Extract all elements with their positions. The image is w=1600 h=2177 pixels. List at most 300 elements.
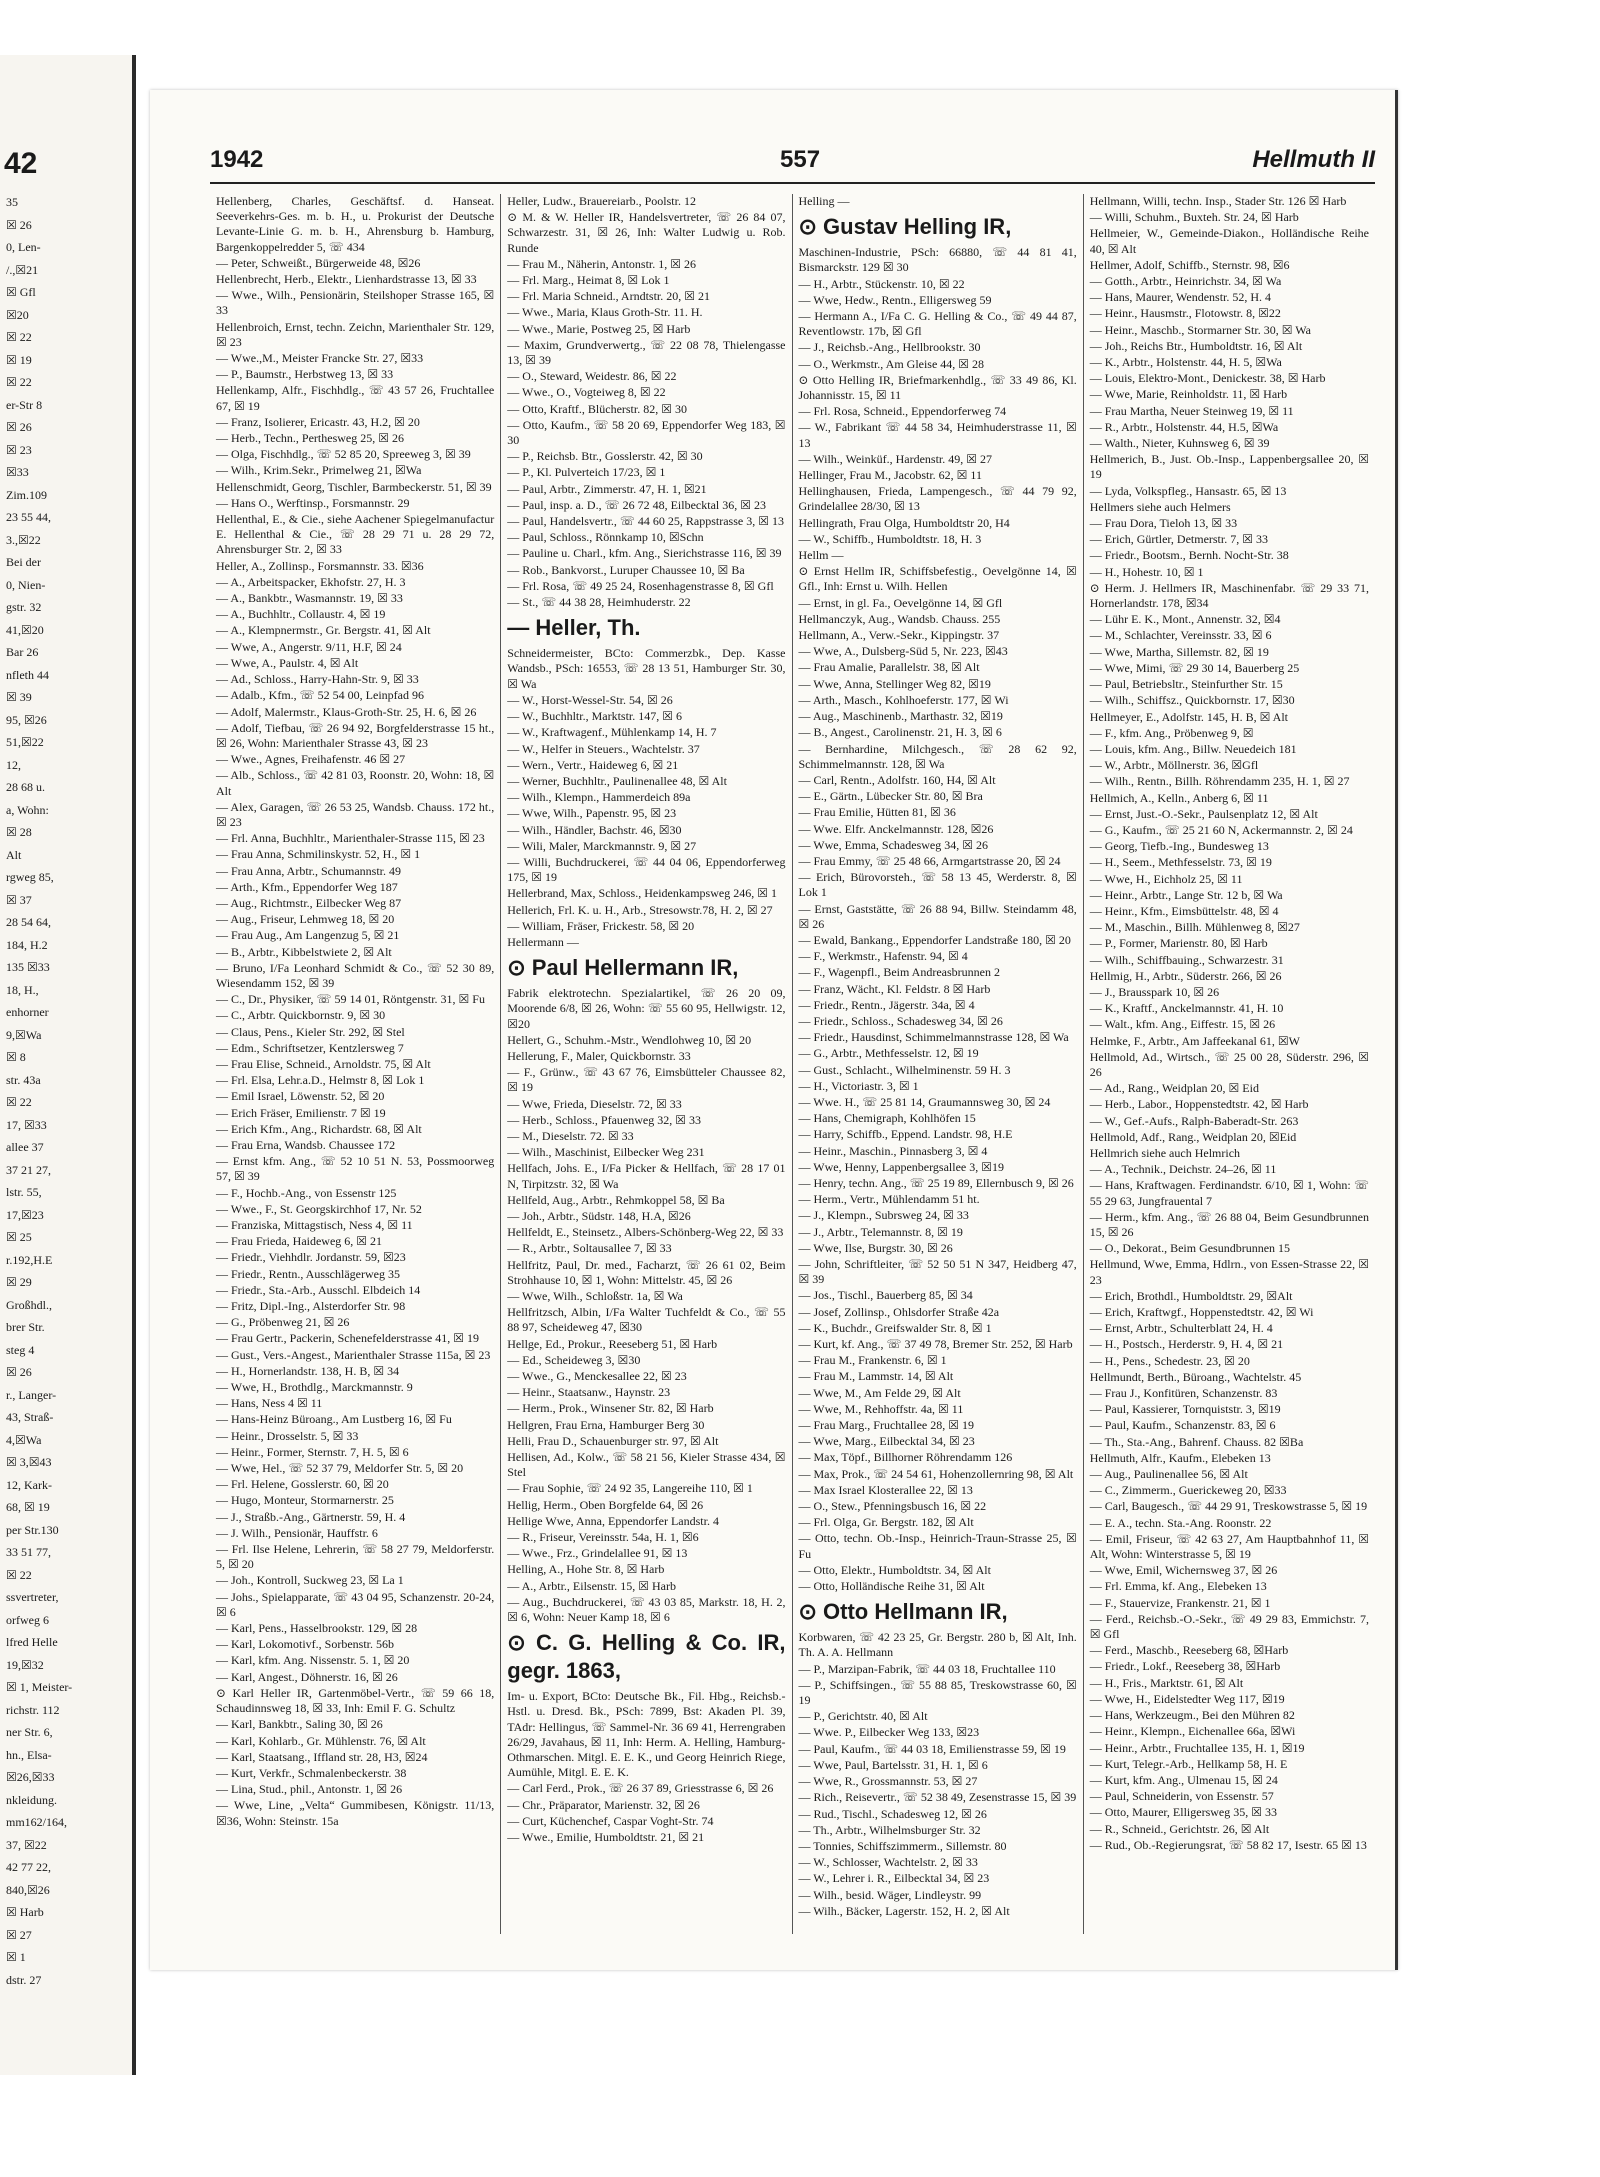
directory-entry: — Hans, Werkzeugm., Bei den Mühren 82 — [1089, 1708, 1295, 1723]
directory-entry: — R., Schneid., Gerichtstr. 26, ☒ Alt — [1089, 1821, 1270, 1836]
directory-entry: — Hermann A., I/Fa C. G. Helling & Co., ☏ 49 44 87, Reventlowstr. 17b, ☒ Gfl — [798, 309, 1077, 339]
directory-entry: — Erich, Brothdl., Humboldtstr. 29, ☒Alt — [1089, 1288, 1293, 1303]
directory-entry: — Otto, Kraftf., Blücherstr. 82, ☒ 30 — [507, 401, 687, 416]
directory-entry: — Heinr., Maschb., Stormarner Str. 30, ☒ Wa — [1089, 322, 1311, 337]
fragment-line: hn., Elsa- — [6, 1747, 52, 1762]
directory-entry: — Tonnies, Schiffszimmerm., Sillemstr. 80 — [798, 1838, 1007, 1853]
directory-entry: — F., kfm. Ang., Pröbenweg 9, ☒ — [1089, 725, 1254, 740]
directory-entry: — J., Klempn., Subrsweg 24, ☒ 33 — [798, 1208, 969, 1223]
directory-entry: — G., Arbtr., Methfesselstr. 12, ☒ 19 — [798, 1046, 979, 1061]
fragment-line: 28 68 u. — [6, 780, 45, 794]
fragment-line: ☒ 1 — [6, 1950, 26, 1964]
directory-entry: — Carl, Baugesch., ☏ 44 29 91, Treskowstrasse 5, ☒ 19 — [1089, 1499, 1368, 1514]
directory-entry: — H., Victoriastr. 3, ☒ 1 — [798, 1078, 919, 1093]
directory-entry: Heller, Ludw., Brauereiarb., Poolstr. 12 — [507, 194, 696, 208]
directory-entry: — W., Lehrer i. R., Eilbecktal 34, ☒ 23 — [798, 1871, 990, 1886]
fragment-line: 68, ☒ 19 — [6, 1500, 50, 1514]
directory-entry: — Willi, Schuhm., Buxteh. Str. 24, ☒ Harb — [1089, 210, 1299, 225]
directory-entry: — Aug., Maschinenb., Marthastr. 32, ☒19 — [798, 709, 1003, 724]
directory-entry: — A., Klempnermstr., Gr. Bergstr. 41, ☒ Alt — [216, 623, 431, 638]
directory-entry: — Emil Israel, Löwenstr. 52, ☒ 20 — [216, 1089, 385, 1104]
directory-entry: — Paul, Schneiderin, von Essenstr. 57 — [1089, 1789, 1274, 1804]
directory-entry: — Wwe. P., Eilbecker Weg 133, ☒23 — [798, 1725, 980, 1740]
directory-entry: Hellmundt, Berth., Büroang., Wachtelstr. 45 — [1089, 1369, 1302, 1384]
directory-entry: — Th., Arbtr., Wilhelmsburger Str. 32 — [798, 1822, 981, 1837]
fragment-line: ☒ 22 — [6, 1095, 32, 1109]
fragment-line: ☒ 23 — [6, 442, 32, 457]
directory-entry: — Erich, Bürovorsteh., ☏ 58 13 45, Werderstr. 8, ☒ Lok 1 — [798, 870, 1077, 900]
fragment-line: 12, Kark- — [6, 1477, 52, 1492]
directory-entry: — Wwe, Paul, Bartelsstr. 31, H. 1, ☒ 6 — [798, 1757, 988, 1772]
fragment-line: 9,☒Wa — [6, 1027, 42, 1042]
fragment-line: 41,☒20 — [6, 622, 44, 637]
directory-entry: — Lyda, Volkspfleg., Hansastr. 65, ☒ 13 — [1089, 483, 1287, 498]
directory-entry: — W., Helfer in Steuers., Wachtelstr. 37 — [507, 741, 700, 756]
directory-entry: Hellfeld, Aug., Arbtr., Rehmkoppel 58, ☒ Ba — [507, 1192, 725, 1207]
directory-entry: — W., Schlosser, Wachtelstr. 2, ☒ 33 — [798, 1855, 978, 1870]
directory-column-3 — [793, 194, 1084, 1934]
page-number: 557 — [780, 146, 821, 173]
directory-entry: — Louis, kfm. Ang., Billw. Neuedeich 181 — [1089, 741, 1297, 756]
directory-entry: Hellmanczyk, Aug., Wandsb. Chauss. 255 — [798, 611, 1001, 626]
directory-entry: — Wwe, Marg., Eilbecktal 34, ☒ 23 — [798, 1434, 975, 1449]
directory-entry: — Hans, Chemigraph, Kohlhöfen 15 — [798, 1111, 976, 1126]
directory-entry: — Frau M., Frankenstr. 6, ☒ 1 — [798, 1353, 947, 1368]
directory-entry: — Joh., Arbtr., Südstr. 148, H.A, ☒26 — [507, 1208, 691, 1223]
directory-entry: — Frau Anna, Arbtr., Schumannstr. 49 — [216, 863, 401, 878]
directory-entry: — B., Arbtr., Kibbelstwiete 2, ☒ Alt — [216, 944, 392, 959]
directory-entry: — Wwe.,M., Meister Francke Str. 27, ☒33 — [216, 351, 424, 366]
fragment-line: ☒33 — [6, 465, 29, 479]
directory-entry: — Ernst, in gl. Fa., Oevelgönne 14, ☒ Gfl — [798, 595, 1003, 610]
directory-entry: Hellerung, F., Maler, Quickbornstr. 33 — [507, 1048, 691, 1063]
directory-entry: — Wwe, Frieda, Dieselstr. 72, ☒ 33 — [507, 1096, 682, 1111]
directory-entry: — Henry, techn. Ang., ☏ 25 19 89, Ellernbusch 9, ☒ 26 — [798, 1175, 1074, 1190]
directory-entry: — Max Israel Klosterallee 22, ☒ 13 — [798, 1482, 973, 1497]
fragment-line: gstr. 32 — [6, 600, 42, 614]
directory-entry: — M., Dieselstr. 72. ☒ 33 — [507, 1128, 634, 1143]
directory-entry: — Wwe, H., Brothdlg., Marckmannstr. 9 — [216, 1380, 413, 1395]
fragment-line: ☒ 3,☒43 — [6, 1455, 52, 1469]
directory-entry: — Aug., Buchdruckerei, ☏ 43 03 85, Markstr. 18, H. 2, ☒ 6, Wohn: Neuer Kamp 18, ☒ 6 — [507, 1594, 786, 1625]
directory-entry: Hellmold, Ad., Wirtsch., ☏ 25 00 28, Süderstr. 296, ☒ 26 — [1089, 1049, 1369, 1079]
directory-entry: — Friedr., Schloss., Schadesweg 34, ☒ 26 — [798, 1013, 1003, 1028]
directory-entry: — Louis, Elektro-Mont., Denickestr. 38, ☒ Harb — [1089, 371, 1326, 386]
directory-entry: — Fritz, Dipl.-Ing., Alsterdorfer Str. 98 — [216, 1299, 406, 1314]
fragment-line: orfweg 6 — [6, 1612, 49, 1627]
directory-entry: — P., Reichsb. Btr., Gosslerstr. 42, ☒ 30 — [507, 449, 703, 464]
directory-entry: — Herm., kfm. Ang., ☏ 26 88 04, Beim Gesundbrunnen 15, ☒ 26 — [1089, 1209, 1369, 1239]
directory-entry: — Franz, Wächt., Kl. Feldstr. 8 ☒ Harb — [798, 981, 991, 996]
directory-entry: Hellenkamp, Alfr., Fischhdlg., ☏ 43 57 26, Fruchtallee 67, ☒ 19 — [216, 383, 495, 413]
directory-entry: — Joh., Kontroll, Suckweg 23, ☒ La 1 — [216, 1573, 404, 1588]
directory-entry: — Wwe. H., ☏ 25 81 14, Graumannsweg 30, ☒ 24 — [798, 1094, 1051, 1109]
directory-entry: — Frl. Marg., Heimat 8, ☒ Lok 1 — [507, 273, 670, 288]
directory-entry: — F., Wagenpfl., Beim Andreasbrunnen 2 — [798, 965, 1000, 980]
directory-entry: — Ad., Schloss., Harry-Hahn-Str. 9, ☒ 33 — [216, 672, 419, 687]
directory-entry: — Wwe., Marie, Postweg 25, ☒ Harb — [507, 321, 691, 336]
directory-entry: — Georg, Tiefb.-Ing., Bundesweg 13 — [1089, 839, 1269, 854]
fragment-line: ☒ 1, Meister- — [6, 1680, 73, 1694]
directory-entry: — Paul, Arbtr., Zimmerstr. 47, H. 1, ☒21 — [507, 481, 707, 496]
fragment-line: Alt — [6, 847, 22, 862]
previous-page-number: 42 — [4, 147, 38, 180]
directory-entry: — Walth., Nieter, Kuhnsweg 6, ☒ 39 — [1089, 436, 1270, 451]
fragment-line: 0, Nien- — [6, 577, 46, 592]
directory-entry: — Frl. Emma, kf. Ang., Elebeken 13 — [1089, 1579, 1267, 1594]
fragment-line: 37 21 27, — [6, 1162, 51, 1177]
directory-entry: Heller, A., Zollinsp., Forsmannstr. 33. ☒36 — [216, 558, 424, 573]
directory-entry: — Frl. Rosa, Schneid., Eppendorferweg 74 — [798, 404, 1007, 419]
fragment-line: Bei der — [6, 555, 41, 569]
directory-entry: — Heller, Th. — [507, 615, 641, 641]
directory-entry: — Ernst, Gaststätte, ☏ 26 88 94, Billw. Steindamm 48, ☒ 26 — [798, 901, 1077, 931]
directory-entry: ⊙ Gustav Helling IR, — [798, 214, 1012, 240]
directory-entry: — A., Technik., Deichstr. 24–26, ☒ 11 — [1089, 1162, 1277, 1177]
directory-entry: — Wwe., O., Vogteiweg 8, ☒ 22 — [507, 385, 666, 400]
fragment-line: r.192,H.E — [6, 1252, 53, 1267]
directory-entry: Hellinghausen, Frieda, Lampengesch., ☏ 44 79 92, Grindelallee 28/30, ☒ 13 — [798, 484, 1077, 514]
previous-page-fragment — [0, 55, 136, 2075]
directory-entry: — Chr., Präparator, Marienstr. 32, ☒ 26 — [507, 1797, 700, 1812]
directory-entry: — Jos., Tischl., Bauerberg 85, ☒ 34 — [798, 1288, 973, 1303]
directory-entry: — Karl, Angest., Döhnerstr. 16, ☒ 26 — [216, 1669, 398, 1684]
directory-entry: — Friedr., Sta.-Arb., Ausschl. Elbdeich 14 — [216, 1282, 421, 1297]
directory-entry: Helling — — [798, 194, 850, 208]
directory-entry: Hellerbrand, Max, Schloss., Heidenkampsweg 246, ☒ 1 — [507, 886, 777, 901]
fragment-line: ☒ 19 — [6, 352, 32, 367]
fragment-line: ner Str. 6, — [6, 1725, 53, 1739]
directory-entry: — Wwe, Emma, Schadesweg 34, ☒ 26 — [798, 837, 988, 852]
directory-entry: — Wwe, A., Paulstr. 4, ☒ Alt — [216, 655, 359, 670]
directory-entry: ⊙ Ernst Hellm IR, Schiffsbefestig., Oevelgönne 14, ☒ Gfl., Inh: Ernst u. Wilh. Hellen — [798, 564, 1077, 594]
directory-entry: — Aug., Richtmstr., Eilbecker Weg 87 — [216, 895, 402, 910]
directory-entry: — Wwe, H., Eidelstedter Weg 117, ☒19 — [1089, 1691, 1285, 1706]
directory-entry: Hellfritz, Paul, Dr. med., Facharzt, ☏ 26 61 02, Beim Strohhause 10, ☒ 1, Wohn: Mittelstr. 45, ☒ 26 — [507, 1257, 786, 1287]
directory-entry: — K., Kraftf., Anckelmannstr. 41, H. 10 — [1089, 1001, 1284, 1016]
directory-entry: — O., Werkmstr., Am Gleise 44, ☒ 28 — [798, 356, 985, 371]
directory-entry: — Wwe, Emil, Wichernsweg 37, ☒ 26 — [1089, 1563, 1278, 1578]
directory-entry: — Wilh., Krim.Sekr., Primelweg 21, ☒Wa — [216, 463, 422, 478]
directory-entry: — G., Pröbenweg 21, ☒ 26 — [216, 1315, 350, 1330]
directory-entry: — Paul, Kaufm., ☏ 44 03 18, Emilienstrasse 59, ☒ 19 — [798, 1741, 1066, 1756]
directory-entry: — Peter, Schweißt., Bürgerweide 48, ☒26 — [216, 255, 421, 270]
directory-entry: — Aug., Friseur, Lehmweg 18, ☒ 20 — [216, 912, 395, 927]
directory-entry: Hellenberg, Charles, Geschäftsf. d. Hanseat. Seeverkehrs-Ges. m. b. H., u. Prokurist der Deutsche Levante-Linie G. m. b. H., Ahrensburg b. Hamburg, Bargenkoppelredder 5, ☏ 434 — [216, 194, 495, 254]
directory-entry: — Max, Prok., ☏ 24 54 61, Hohenzollernring 98, ☒ Alt — [798, 1466, 1074, 1481]
directory-entry: — Wilh., Bäcker, Lagerstr. 152, H. 2, ☒ Alt — [798, 1903, 1010, 1918]
directory-entry: — Heinr., Drosselstr. 5, ☒ 33 — [216, 1428, 359, 1443]
directory-entry: — Franz, Isolierer, Ericastr. 43, H.2, ☒ 20 — [216, 414, 420, 429]
directory-entry: — J., Arbtr., Telemannstr. 8, ☒ 19 — [798, 1224, 963, 1239]
directory-entry: — Ad., Rang., Weidplan 20, ☒ Eid — [1089, 1081, 1259, 1096]
directory-entry: — Wilh., Schiffsz., Quickbornstr. 17, ☒30 — [1089, 693, 1295, 708]
directory-entry: ⊙ Otto Helling IR, Briefmarkenhdlg., ☏ 33 49 86, Kl. Johannisstr. 15, ☒ 11 — [798, 372, 1077, 403]
directory-entry: — P., Marzipan-Fabrik, ☏ 44 03 18, Fruchtallee 110 — [798, 1661, 1056, 1676]
directory-entry: — J., Brausspark 10, ☒ 26 — [1089, 984, 1220, 999]
directory-column-2 — [501, 194, 792, 1934]
directory-entry: — Wwe, Mimi, ☏ 29 30 14, Bauerberg 25 — [1089, 660, 1300, 675]
directory-entry: — Kurt, kfm. Ang., Ulmenau 15, ☒ 24 — [1089, 1772, 1278, 1787]
directory-entry: — John, Schriftleiter, ☏ 52 50 51 N 347, Heidberg 47, ☒ 39 — [798, 1257, 1077, 1287]
directory-entry: Hellm — — [798, 548, 844, 563]
directory-entry: — Willi, Buchdruckerei, ☏ 44 04 06, Eppendorferweg 175, ☒ 19 — [507, 854, 786, 885]
directory-entry: — Emil, Friseur, ☏ 42 63 27, Am Hauptbahnhof 11, ☒ Alt, Wohn: Winterstrasse 5, ☒ 19 — [1089, 1531, 1369, 1562]
directory-entry: — Wwe, Anna, Stellinger Weg 82, ☒19 — [798, 676, 991, 691]
directory-entry: — Gotth., Arbtr., Heinrichstr. 34, ☒ Wa — [1089, 274, 1282, 289]
directory-entry: — Otto, Maurer, Elligersweg 35, ☒ 33 — [1089, 1805, 1277, 1820]
directory-entry: — Alb., Schloss., ☏ 42 81 03, Roonstr. 20, Wohn: 18, ☒ Alt — [216, 768, 495, 798]
fragment-line: lfred Helle — [6, 1635, 58, 1649]
fragment-line: ☒ Harb — [6, 1905, 44, 1919]
fragment-line: /.,☒21 — [6, 262, 39, 277]
directory-entry: Hellerich, Frl. K. u. H., Arb., Stresowstr.78, H. 2, ☒ 27 — [507, 902, 773, 917]
directory-entry: — Pauline u. Charl., kfm. Ang., Sierichstrasse 116, ☒ 39 — [507, 546, 782, 561]
fragment-line: allee 37 — [6, 1140, 44, 1154]
directory-entry: Hellingrath, Frau Olga, Humboldtstr 20, H4 — [798, 515, 1010, 530]
directory-entry: — Wilh., Klempn., Hammerdeich 89a — [507, 790, 691, 805]
fragment-line: 35 — [6, 195, 18, 209]
directory-entry: — Ferd., Reichsb.-O.-Sekr., ☏ 49 29 83, Emmichstr. 7, ☒ Gfl — [1089, 1611, 1369, 1642]
directory-entry: — Adalb., Kfm., ☏ 52 54 00, Leinpfad 96 — [216, 688, 424, 703]
directory-entry: — Arth., Masch., Kohlhoeferstr. 177, ☒ Wi — [798, 692, 1009, 707]
directory-entry: Hellfritzsch, Albin, I/Fa Walter Tuchfeldt & Co., ☏ 55 88 97, Scheideweg 47, ☒30 — [507, 1305, 786, 1335]
directory-entry: — Frau Gertr., Packerin, Schenefelderstrasse 41, ☒ 19 — [216, 1331, 480, 1346]
directory-entry: — Heinr., Arbtr., Lange Str. 12 b, ☒ Wa — [1089, 887, 1283, 902]
directory-entry: — Friedr., Viehhdlr. Jordanstr. 59, ☒23 — [216, 1250, 406, 1265]
fragment-line: dstr. 27 — [6, 1972, 42, 1987]
fragment-line: ☒ 26 — [6, 217, 32, 232]
directory-entry: — Erich, Kraftwgf., Hoppenstedtstr. 42, ☒ Wi — [1089, 1305, 1314, 1320]
directory-page — [150, 90, 1398, 1970]
fragment-line: per Str.130 — [6, 1522, 59, 1537]
fragment-line: 3.,☒22 — [6, 532, 41, 547]
fragment-line: rgweg 85, — [6, 870, 54, 884]
directory-entry: — Rud., Tischl., Schadesweg 12, ☒ 26 — [798, 1806, 987, 1821]
directory-entry: — Heinr., Arbtr., Fruchtallee 135, H. 1, ☒19 — [1089, 1740, 1305, 1755]
directory-entry: — R., Arbtr., Holstenstr. 44, H.5, ☒Wa — [1089, 419, 1279, 434]
directory-entry: — Herb., Schloss., Pfauenweg 32, ☒ 33 — [507, 1112, 701, 1127]
fragment-line: ☒ 22 — [6, 330, 32, 344]
fragment-line: 840,☒26 — [6, 1882, 50, 1897]
directory-entry: — Herb., Labor., Hoppenstedtstr. 42, ☒ Harb — [1089, 1097, 1309, 1112]
directory-entry: — Aug., Paulinenallee 56, ☒ Alt — [1089, 1467, 1248, 1482]
directory-entry: ⊙ Otto Hellmann IR, — [798, 1599, 1008, 1625]
directory-entry: — Friedr., Rentn., Ausschlägerweg 35 — [216, 1266, 400, 1281]
directory-entry: — Wilh., Maschinist, Eilbecker Weg 231 — [507, 1145, 705, 1160]
directory-entry: — Frl. Elsa, Lehr.a.D., Helmstr 8, ☒ Lok 1 — [216, 1073, 425, 1088]
fragment-line: er-Str 8 — [6, 397, 43, 412]
directory-entry: Schneidermeister, BCto: Commerzbk., Dep. Kasse Wandsb., PSch: 16553, ☏ 28 13 51, Hamburger Str. 30, ☒ Wa — [507, 646, 786, 691]
directory-entry: — Wwe, M., Rehhoffstr. 4a, ☒ 11 — [798, 1401, 964, 1416]
directory-entry: — Frl. Anna, Buchhltr., Marienthaler-Strasse 115, ☒ 23 — [216, 831, 485, 846]
directory-entry: Hellmeier, W., Gemeinde-Diakon., Holländische Reihe 40, ☒ Alt — [1089, 226, 1369, 256]
directory-entry: — Karl, Staatsang., Iffland str. 28, H3, ☒24 — [216, 1749, 428, 1764]
directory-entry: Hellmold, Adf., Rang., Weidplan 20, ☒Eid — [1089, 1129, 1297, 1144]
fragment-line: ☒ 39 — [6, 690, 32, 704]
fragment-line: Großhdl., — [6, 1297, 52, 1312]
fragment-line: 4,☒Wa — [6, 1432, 42, 1447]
directory-entry: — P., Former, Marienstr. 80, ☒ Harb — [1089, 936, 1268, 951]
directory-entry: ⊙ Karl Heller IR, Gartenmöbel-Vertr., ☏ 59 66 18, Schaudinnsweg 18, ☒ 33, Inh: Emil F. G. Schultz — [216, 1685, 495, 1716]
directory-entry: — Hans, Kraftwagen. Ferdinandstr. 6/10, ☒ 1, Wohn: ☏ 55 29 63, Jungfrauental 7 — [1089, 1178, 1369, 1208]
directory-entry: — Wwe., G., Menckesallee 22, ☒ 23 — [507, 1369, 687, 1384]
directory-entry: Hellmund, Wwe, Emma, Hdlrn., von Essen-Strasse 22, ☒ 23 — [1089, 1257, 1369, 1287]
directory-entry: — Paul, Handelsvertr., ☏ 44 60 25, Rappstrasse 3, ☒ 13 — [507, 514, 784, 529]
fragment-line: 37, ☒22 — [6, 1837, 47, 1852]
directory-entry: — Arth., Kfm., Eppendorfer Weg 187 — [216, 879, 398, 894]
directory-entry: — Rich., Reisevertr., ☏ 52 38 49, Zesenstrasse 15, ☒ 39 — [798, 1790, 1077, 1805]
directory-entry: Hellge, Ed., Prokur., Reeseberg 51, ☒ Harb — [507, 1336, 718, 1351]
directory-entry: Im- u. Export, BCto: Deutsche Bk., Fil. Hbg., Reichsb.-Hstl. u. Dresd. Bk., PSch: 7899, Bst: Akaden Pl. 39, TAdr: Hellingus, ☏ Sammel-Nr. 36 69 41, Herrengraben 26/29, Javahaus, ☒ 11, Inh: Herm. A. Helling, Hamburg-Othmarschen. Mitgl. E. E. K., und Georg Heinrich Riege, Aumühle, Mitgl. E. E. K. — [507, 1689, 786, 1780]
directory-entry: Hellmrich siehe auch Helmrich — [1089, 1145, 1241, 1160]
directory-entry: Hellermann — — [507, 934, 579, 949]
directory-entry: — Wwe, Line, „Velta“ Gummibesen, Königstr. 11/13, ☒36, Wohn: Steinstr. 15a — [216, 1798, 495, 1828]
directory-entry: Hellenbrecht, Herb., Elektr., Lienhardstrasse 13, ☒ 33 — [216, 272, 477, 287]
directory-entry: Hellmig, H., Arbtr., Süderstr. 266, ☒ 26 — [1089, 968, 1282, 983]
directory-entry: — Friedr., Lokf., Reeseberg 38, ☒Harb — [1089, 1659, 1281, 1674]
directory-entry: — Lina, Stud., phil., Antonstr. 1, ☒ 26 — [216, 1782, 403, 1797]
fragment-line: brer Str. — [6, 1320, 45, 1334]
fragment-line: 51,☒22 — [6, 735, 44, 749]
fragment-line: ☒ 29 — [6, 1275, 32, 1289]
directory-entry: Fabrik elektrotechn. Spezialartikel, ☏ 26 20 09, Moorende 6/8, ☒ 26, Wohn: ☏ 55 60 95, Hellwigstr. 12, ☒20 — [507, 986, 786, 1031]
directory-entry: Hellenthal, E., & Cie., siehe Aachener Spiegelmanufactur E. Hellenthal & Cie., ☏ 28 29 71 u. 28 29 72, Ahrensburger Str. 2, ☒ 33 — [216, 512, 495, 557]
directory-entry: — Wilh., Schiffbauing., Schwarzestr. 31 — [1089, 952, 1284, 967]
directory-entry: — Gust., Vers.-Angest., Marienthaler Strasse 115a, ☒ 23 — [216, 1347, 491, 1362]
directory-entry: — R., Arbtr., Soltausallee 7, ☒ 33 — [507, 1241, 672, 1256]
directory-entry: Hellenbroich, Ernst, techn. Zeichn, Marienthaler Str. 129, ☒ 23 — [216, 319, 495, 349]
directory-entry: — F., Werkmstr., Hafenstr. 94, ☒ 4 — [798, 949, 968, 964]
directory-entry: — Wwe, Ilse, Burgstr. 30, ☒ 26 — [798, 1240, 953, 1255]
directory-entry: — Wwe, R., Grossmannstr. 53, ☒ 27 — [798, 1774, 978, 1789]
page-year: 1942 — [210, 146, 264, 173]
directory-entry: — Wwe., Emilie, Humboldtstr. 21, ☒ 21 — [507, 1830, 705, 1845]
directory-entry: Hellisen, Ad., Kolw., ☏ 58 21 56, Kieler Strasse 434, ☒ Stel — [507, 1450, 786, 1480]
directory-entry: — Ernst, Just.-O.-Sekr., Paulsenplatz 12, ☒ Alt — [1089, 806, 1318, 821]
fragment-line: 19,☒32 — [6, 1657, 44, 1672]
directory-entry: — Wwe, Marie, Reinholdstr. 11, ☒ Harb — [1089, 387, 1288, 402]
fragment-line: ☒ 37 — [6, 892, 32, 907]
fragment-line: Bar 26 — [6, 645, 39, 659]
directory-entry: — Karl, kfm. Ang. Nissenstr. 5. 1, ☒ 20 — [216, 1653, 410, 1668]
directory-entry: — Heinr., Klempn., Eichenallee 66a, ☒Wi — [1089, 1724, 1296, 1739]
directory-entry: — Hans, Maurer, Wendenstr. 52, H. 4 — [1089, 290, 1272, 305]
directory-entry: — Frau M., Näherin, Antonstr. 1, ☒ 26 — [507, 256, 696, 271]
directory-columns — [210, 194, 1375, 1934]
page-keyword: Hellmuth II — [1252, 146, 1375, 173]
directory-entry: — Frau Dora, Tieloh 13, ☒ 33 — [1089, 516, 1238, 531]
directory-entry: ⊙ C. G. Helling & Co. IR, gegr. 1863, — [507, 1630, 786, 1684]
directory-entry: Helmke, F., Arbtr., Am Jaffeekanal 61, ☒W — [1089, 1033, 1300, 1048]
directory-entry: — Frau Aug., Am Langenzug 5, ☒ 21 — [216, 928, 400, 943]
directory-entry: — Maxim, Grundverwertg., ☏ 22 08 78, Thielengasse 13, ☒ 39 — [507, 337, 786, 368]
directory-entry: — Ferd., Maschb., Reeseberg 68, ☒Harb — [1089, 1643, 1289, 1658]
directory-entry: — Wwe, Hedw., Rentn., Elligersweg 59 — [798, 292, 992, 307]
fragment-line: ☒ 25 — [6, 1230, 32, 1244]
directory-entry: — Wwe, M., Am Felde 29, ☒ Alt — [798, 1385, 961, 1400]
directory-entry: — Josef, Zollinsp., Ohlsdorfer Straße 42a — [798, 1304, 1000, 1319]
directory-entry: — Frau M., Lammstr. 14, ☒ Alt — [798, 1369, 954, 1384]
fragment-line: 184, H.2 — [6, 937, 48, 952]
directory-entry: — W., Kraftwagenf., Mühlenkamp 14, H. 7 — [507, 725, 717, 740]
directory-entry: — B., Angest., Carolinenstr. 21, H. 3, ☒ 6 — [798, 725, 1002, 740]
directory-entry: — Paul, insp. a. D., ☏ 26 72 48, Eilbecktal 36, ☒ 23 — [507, 497, 766, 512]
directory-entry: — Harry, Schiffb., Eppend. Landstr. 98, H.E — [798, 1127, 1013, 1142]
directory-entry: — P., Schiffsingen., ☏ 55 88 85, Treskowstrasse 60, ☒ 19 — [798, 1677, 1077, 1708]
directory-entry: — Wern., Vertr., Haideweg 6, ☒ 21 — [507, 757, 679, 772]
directory-entry: — R., Friseur, Vereinsstr. 54a, H. 1, ☒6 — [507, 1530, 699, 1545]
fragment-line: richstr. 112 — [6, 1702, 60, 1717]
directory-entry: — P., Baumstr., Herbstweg 13, ☒ 33 — [216, 367, 394, 382]
fragment-line: ☒ Gfl — [6, 285, 36, 299]
directory-entry: — Herm., Prok., Winsener Str. 82, ☒ Harb — [507, 1401, 714, 1416]
directory-entry: — Frau Anna, Schmilinskystr. 52, H., ☒ 1 — [216, 847, 421, 862]
directory-entry: — Frl. Rosa, ☏ 49 25 24, Rosenhagenstrasse 8, ☒ Gfl — [507, 578, 774, 593]
directory-entry: — Werner, Buchhltr., Paulinenallee 48, ☒ Alt — [507, 773, 727, 788]
directory-entry: Hellfach, Johs. E., I/Fa Picker & Hellfach, ☏ 28 17 01 N, Tirpitzstr. 32, ☒ Wa — [507, 1161, 786, 1191]
directory-entry: — Kurt, kf. Ang., ☏ 37 49 78, Bremer Str. 252, ☒ Harb — [798, 1337, 1073, 1352]
directory-entry: — W., Horst-Wessel-Str. 54, ☒ 26 — [507, 692, 673, 707]
directory-entry: — Joh., Reichs Btr., Humboldtstr. 16, ☒ Alt — [1089, 338, 1303, 353]
directory-entry: — Karl, Pens., Hasselbrookstr. 129, ☒ 28 — [216, 1621, 418, 1636]
directory-entry: — Friedr., Hausdinst, Schimmelmannstrasse 128, ☒ Wa — [798, 1030, 1069, 1045]
directory-entry: — H., Hornerlandstr. 138, H. B, ☒ 34 — [216, 1363, 400, 1378]
directory-entry: — Alex, Garagen, ☏ 26 53 25, Wandsb. Chauss. 172 ht., ☒ 23 — [216, 799, 495, 829]
directory-entry: — Wwe, A., Dulsberg-Süd 5, Nr. 223, ☒43 — [798, 644, 1008, 659]
fragment-line: 28 54 64, — [6, 915, 51, 929]
fragment-line: 135 ☒33 — [6, 960, 50, 974]
directory-entry: — Frl. Helene, Gosslerstr. 60, ☒ 20 — [216, 1477, 389, 1492]
directory-entry: ⊙ M. & W. Heller IR, Handelsvertreter, ☏ 26 84 07, Schwarzestr. 31, ☒ 26, Inh: Walter Ludwig u. Rob. Runde — [507, 210, 786, 255]
directory-entry: — Heinr., Hausmstr., Flotowstr. 8, ☒22 — [1089, 306, 1281, 321]
directory-entry: — Frau Elise, Schneid., Arnoldstr. 75, ☒ Alt — [216, 1056, 431, 1071]
directory-entry: Helli, Frau D., Schauenburger str. 97, ☒ Alt — [507, 1433, 719, 1448]
directory-entry: — Frau Sophie, ☏ 24 92 35, Langereihe 110, ☒ 1 — [507, 1481, 753, 1496]
directory-entry: — Hans O., Werftinsp., Forsmannstr. 29 — [216, 495, 410, 510]
directory-entry: — Curt, Küchenchef, Caspar Voght-Str. 74 — [507, 1813, 714, 1828]
directory-entry: — M., Schlachter, Vereinsstr. 33, ☒ 6 — [1089, 628, 1272, 643]
directory-entry: — Walt., kfm. Ang., Eiffestr. 15, ☒ 26 — [1089, 1017, 1276, 1032]
fragment-line: ☒ 8 — [6, 1050, 26, 1064]
directory-entry: — Wwe, Martha, Sillemstr. 82, ☒ 19 — [1089, 644, 1269, 659]
directory-entry: — Paul, Schloss., Rönnkamp 10, ☒Schn — [507, 530, 704, 545]
fragment-line: 23 55 44, — [6, 510, 51, 524]
directory-entry: Hellmuth, Alfr., Kaufm., Elebeken 13 — [1089, 1450, 1271, 1465]
directory-entry: — E. A., techn. Sta.-Ang. Roonstr. 22 — [1089, 1515, 1272, 1530]
directory-entry: — Adolf, Malermstr., Klaus-Groth-Str. 25, H. 6, ☒ 26 — [216, 704, 477, 719]
directory-entry: — Karl, Bankbtr., Saling 30, ☒ 26 — [216, 1717, 383, 1732]
directory-entry: — F., Grünw., ☏ 43 67 76, Eimsbütteler Chaussee 82, ☒ 19 — [507, 1065, 786, 1095]
directory-entry: — Adolf, Tiefbau, ☏ 26 94 92, Borgfelderstrasse 15 ht., ☒ 26, Wohn: Marienthaler Strasse 43, ☒ 23 — [216, 720, 495, 750]
directory-entry: Hellmich, A., Kelln., Anberg 6, ☒ 11 — [1089, 790, 1269, 805]
fragment-line: 43, Straß- — [6, 1410, 54, 1424]
directory-entry: — Wilh., Händler, Bachstr. 46, ☒30 — [507, 822, 682, 837]
directory-entry: — W., Arbtr., Möllnerstr. 36, ☒Gfl — [1089, 758, 1259, 773]
fragment-line: 42 77 22, — [6, 1860, 51, 1874]
directory-entry: — Wili, Maler, Marckmannstr. 9, ☒ 27 — [507, 838, 697, 853]
fragment-line: a, Wohn: — [6, 802, 49, 817]
directory-entry: Helling, A., Hohe Str. 8, ☒ Harb — [507, 1562, 665, 1577]
directory-entry: — Frau Emmy, ☏ 25 48 66, Armgartstrasse 20, ☒ 24 — [798, 853, 1061, 868]
directory-entry: — A., Arbeitspacker, Ekhofstr. 27, H. 3 — [216, 574, 406, 589]
fragment-line: 0, Len- — [6, 240, 41, 254]
directory-entry: — A., Buchhltr., Collaustr. 4, ☒ 19 — [216, 607, 386, 622]
directory-entry: — A., Bankbtr., Wasmannstr. 19, ☒ 33 — [216, 591, 403, 606]
directory-entry: — Frl. Olga, Gr. Bergstr. 182, ☒ Alt — [798, 1515, 974, 1530]
directory-entry: — F., Hochb.-Ang., von Essenstr 125 — [216, 1185, 397, 1200]
directory-entry: — Bernhardine, Milchgesch., ☏ 28 62 92, Schimmelmannstr. 128, ☒ Wa — [798, 741, 1077, 771]
